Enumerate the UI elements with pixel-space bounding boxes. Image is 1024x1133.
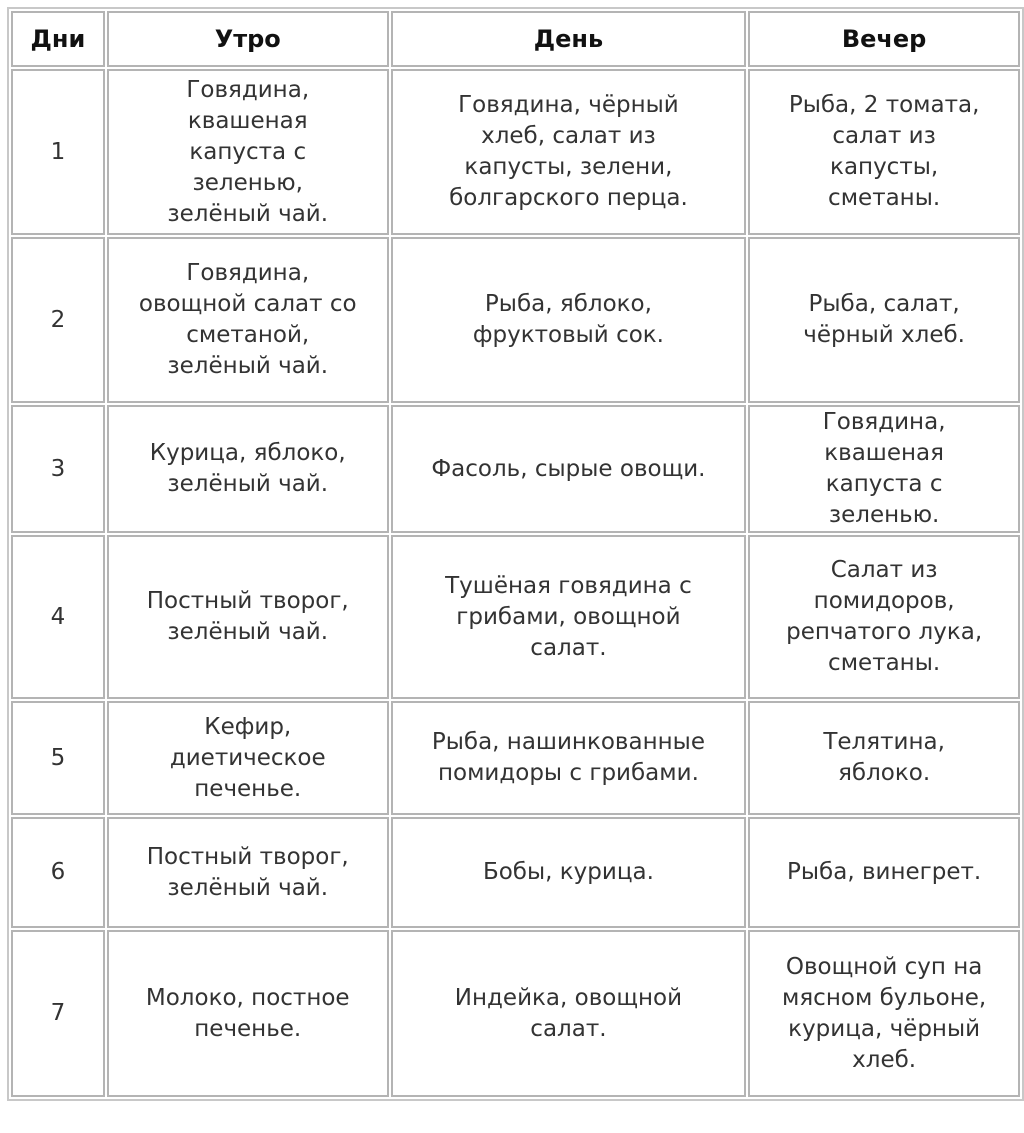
cell-text-line: мясном бульоне,	[782, 984, 987, 1011]
cell-text-line: Рыба, нашинкованные	[431, 729, 705, 755]
header-afternoon: День	[391, 11, 747, 67]
cell-text-line: Бобы, курица.	[482, 859, 654, 885]
morning-cell	[107, 69, 389, 235]
table-row	[11, 930, 1020, 1097]
cell-text-line: зелёный чай.	[167, 471, 329, 497]
table-row	[11, 817, 1020, 928]
cell-text-line: Постный творог,	[146, 588, 349, 614]
evening-cell	[748, 535, 1020, 699]
evening-cell	[748, 701, 1020, 815]
cell-text-line: печенье.	[194, 775, 302, 802]
cell-text-line: Говядина,	[822, 409, 946, 435]
cell-text-line: Рыба, яблоко,	[484, 291, 652, 317]
cell-text-line: Салат из	[830, 557, 938, 583]
evening-cell	[748, 930, 1020, 1097]
cell-text-line: Рыба, винегрет.	[787, 859, 982, 885]
cell-text-line: Индейка, овощной	[454, 984, 683, 1011]
header-days: Дни	[11, 11, 105, 67]
afternoon-cell	[391, 405, 747, 533]
table-row	[11, 535, 1020, 699]
cell-text-line: зелёный чай.	[167, 200, 329, 227]
cell-text-line: фруктовый сок.	[472, 322, 664, 348]
cell-text-line: Овощной суп на	[785, 953, 983, 980]
cell-text-line: салат.	[530, 1015, 607, 1042]
morning-cell	[107, 535, 389, 699]
afternoon-cell	[391, 930, 747, 1097]
table-row	[11, 701, 1020, 815]
header-row	[11, 11, 1020, 67]
day-cell: 5	[11, 701, 105, 815]
cell-text-line: зелёный чай.	[167, 874, 329, 901]
header-evening: Вечер	[748, 11, 1020, 67]
cell-text-line: салат.	[530, 634, 607, 661]
cell-text-line: капуста с	[825, 471, 943, 497]
day-cell: 4	[11, 535, 105, 699]
cell-text-line: капусты,	[830, 154, 939, 180]
cell-text-line: репчатого лука,	[786, 619, 983, 645]
afternoon-cell	[391, 237, 747, 403]
day-cell: 2	[11, 237, 105, 403]
cell-text-line: Тушёная говядина с	[445, 572, 692, 599]
morning-cell	[107, 237, 389, 403]
cell-text-line: Кефир,	[204, 713, 292, 740]
cell-text-line: диетическое	[169, 744, 326, 771]
cell-text-line: сметаны.	[828, 185, 941, 211]
cell-text-line: Рыба, 2 томата,	[788, 92, 980, 118]
evening-cell	[748, 237, 1020, 403]
table-row	[11, 69, 1020, 235]
cell-text-line: помидоров,	[813, 588, 955, 614]
cell-text-line: Говядина,	[186, 260, 310, 286]
cell-text-line: зеленью,	[192, 169, 303, 196]
afternoon-cell	[391, 701, 747, 815]
cell-text-line: квашеная	[824, 440, 944, 466]
cell-text-line: Говядина,	[186, 76, 310, 103]
cell-text-line: зелёный чай.	[167, 619, 329, 645]
cell-text-line: печенье.	[194, 1015, 302, 1042]
diet-table	[7, 7, 1024, 1101]
cell-text-line: чёрный хлеб.	[803, 322, 965, 348]
cell-text-line: Молоко, постное	[145, 984, 350, 1011]
morning-cell	[107, 701, 389, 815]
cell-text-line: грибами, овощной	[456, 603, 681, 630]
cell-text-line: Рыба, салат,	[808, 291, 960, 317]
afternoon-cell	[391, 535, 747, 699]
afternoon-cell	[391, 817, 747, 928]
cell-text-line: Телятина,	[823, 729, 945, 755]
morning-cell	[107, 930, 389, 1097]
morning-cell	[107, 405, 389, 533]
cell-text-line: квашеная	[187, 107, 308, 134]
cell-text-line: зеленью.	[828, 502, 940, 528]
morning-cell	[107, 817, 389, 928]
day-cell: 6	[11, 817, 105, 928]
header-morning: Утро	[107, 11, 389, 67]
day-cell: 1	[11, 69, 105, 235]
cell-text-line: хлеб.	[852, 1046, 917, 1073]
afternoon-cell	[391, 69, 747, 235]
cell-text-line: зелёный чай.	[167, 353, 329, 379]
cell-text-line: сметаной,	[186, 322, 310, 348]
cell-text-line: салат из	[832, 123, 936, 149]
table-row	[11, 237, 1020, 403]
cell-text-line: курица, чёрный	[788, 1015, 981, 1042]
cell-text-line: Фасоль, сырые овощи.	[431, 455, 706, 482]
cell-text-line: Говядина, чёрный	[458, 92, 679, 118]
cell-text-line: капусты, зелени,	[464, 154, 673, 180]
cell-text-line: капуста с	[189, 138, 307, 165]
cell-text-line: помидоры с грибами.	[437, 760, 699, 786]
day-cell: 3	[11, 405, 105, 533]
cell-text-line: сметаны.	[828, 650, 941, 676]
cell-text-line: Курица, яблоко,	[149, 440, 346, 466]
evening-cell	[748, 817, 1020, 928]
day-cell: 7	[11, 930, 105, 1097]
evening-cell	[748, 69, 1020, 235]
cell-text-line: яблоко.	[838, 760, 931, 786]
cell-text-line: Постный творог,	[146, 843, 349, 870]
evening-cell	[748, 405, 1020, 533]
cell-text-line: болгарского перца.	[449, 185, 688, 211]
cell-text-line: хлеб, салат из	[481, 123, 656, 149]
table-row	[11, 405, 1020, 533]
cell-text-line: овощной салат со	[138, 291, 357, 317]
